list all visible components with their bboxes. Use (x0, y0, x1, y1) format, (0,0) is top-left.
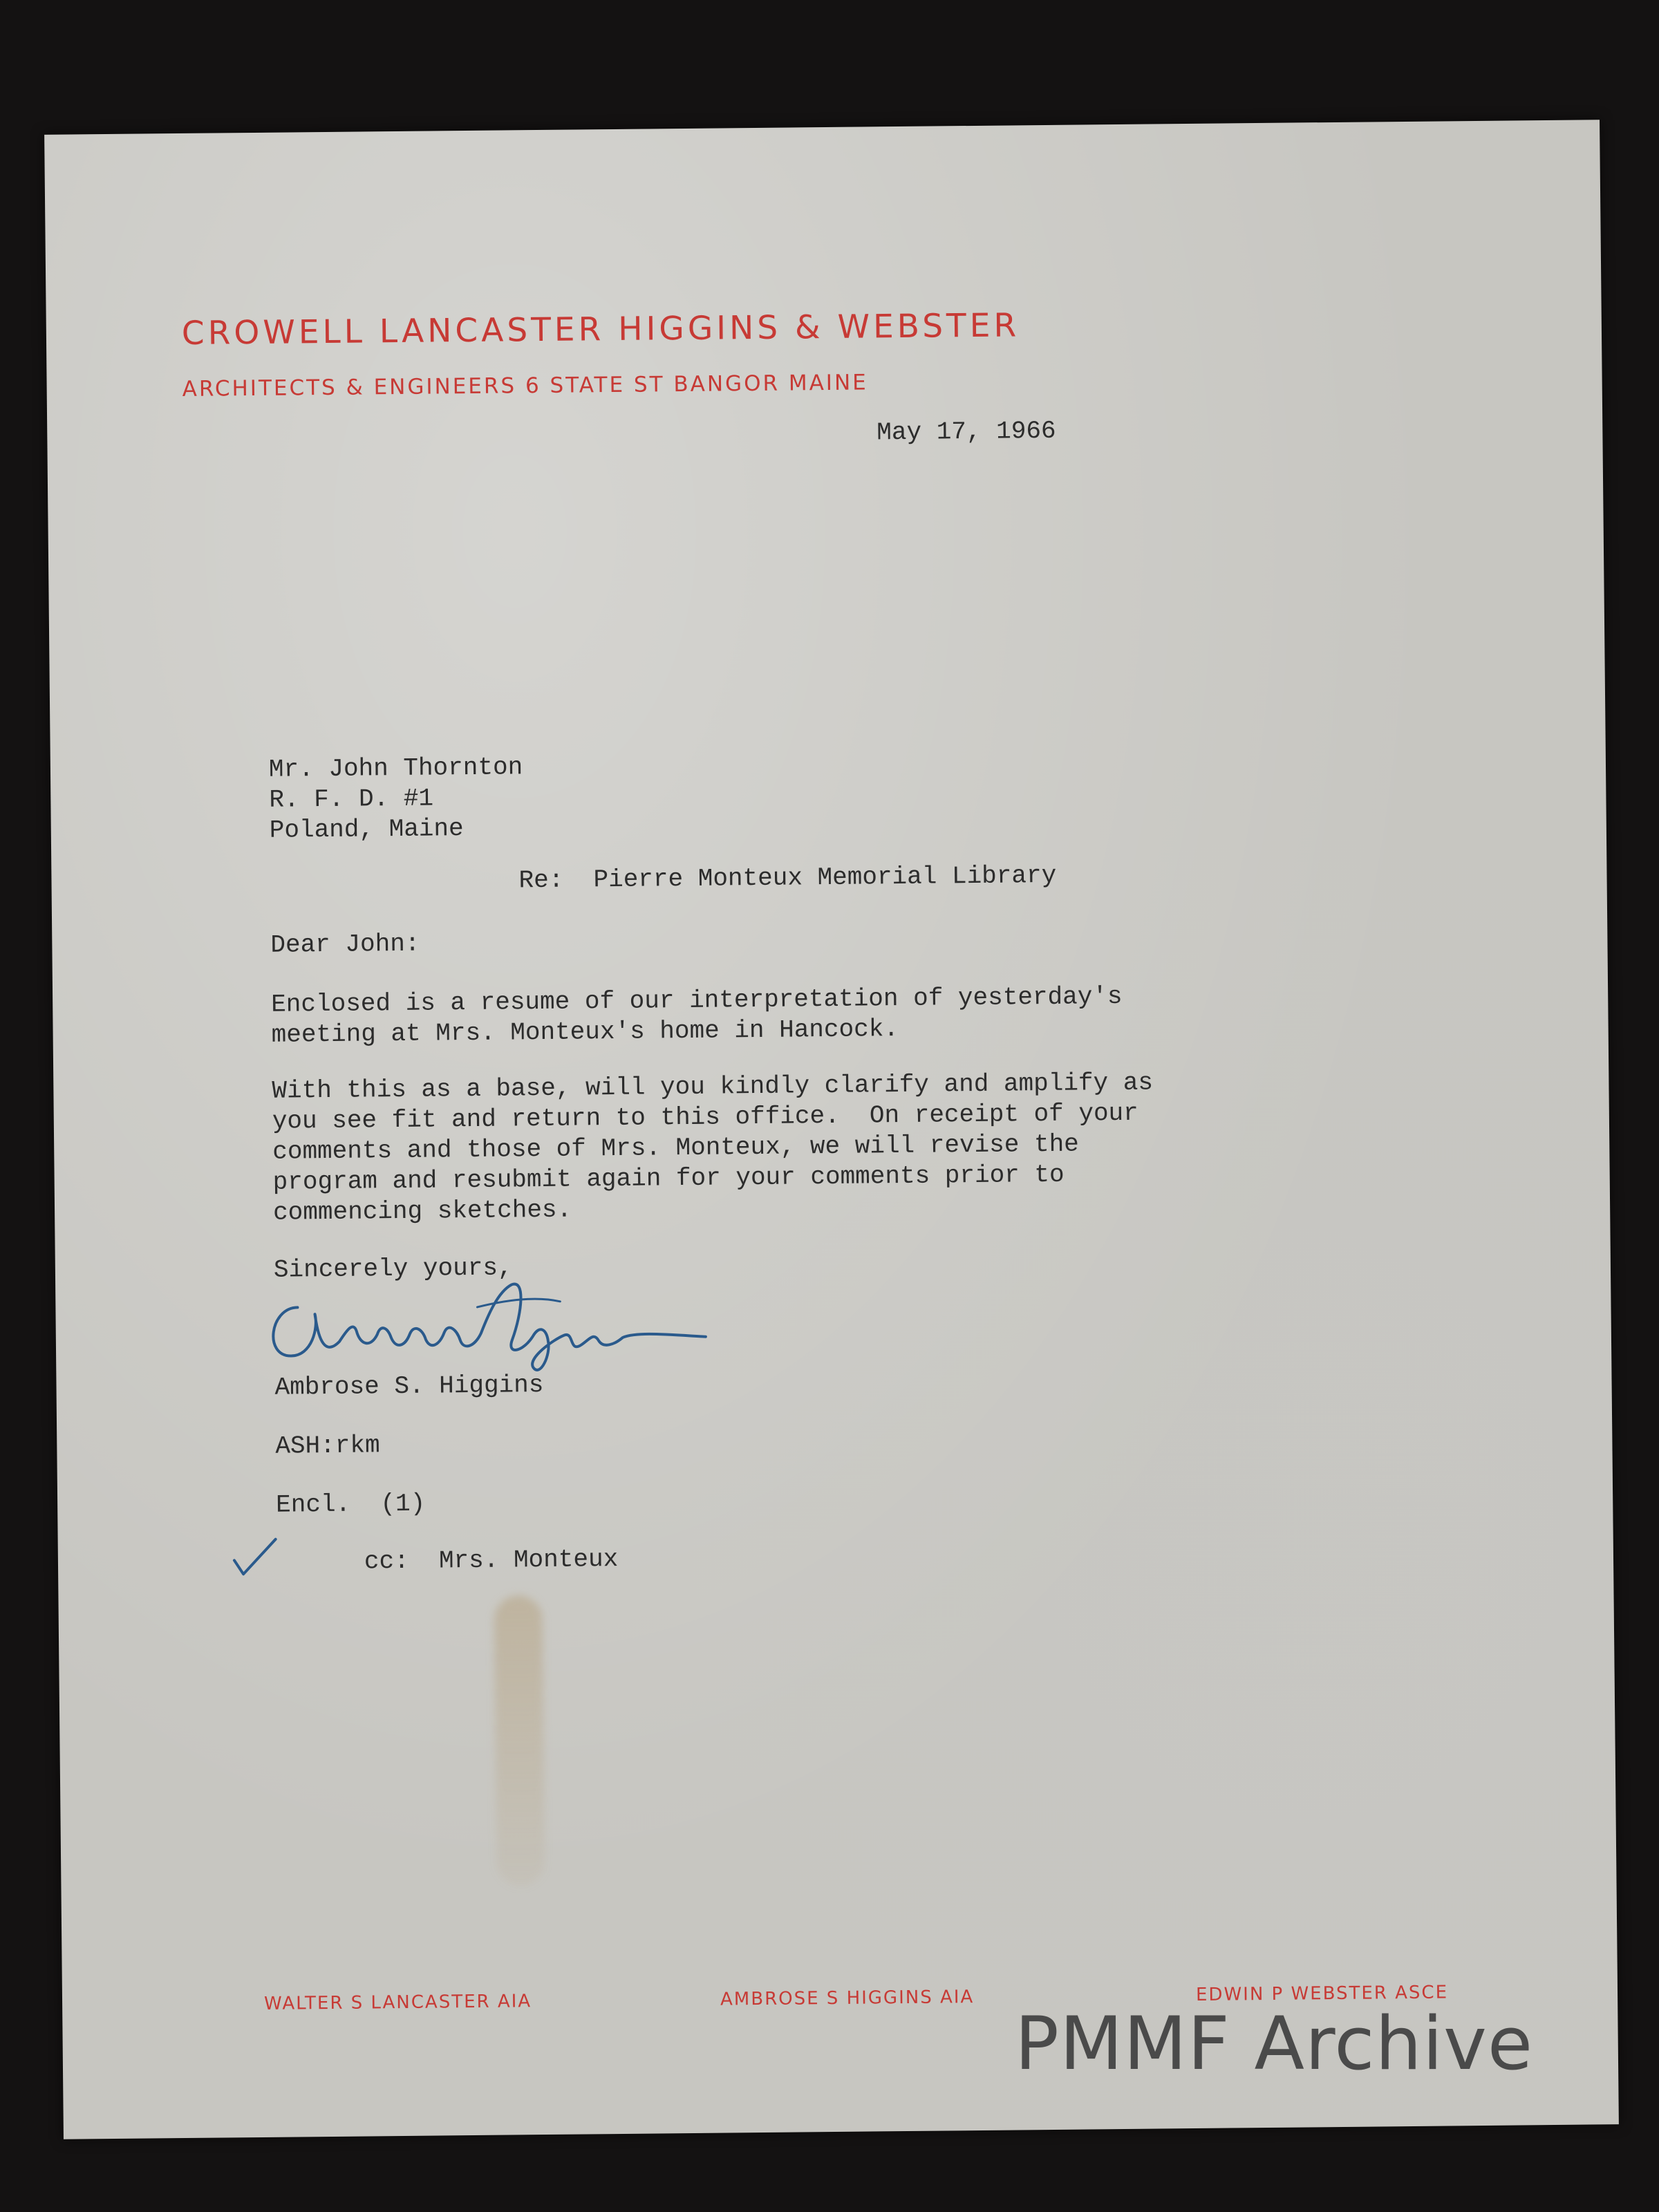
enclosure-note: Encl. (1) (275, 1489, 426, 1519)
archive-watermark: PMMF Archive (1015, 2001, 1534, 2086)
recipient-route: R. F. D. #1 (269, 784, 434, 814)
salutation: Dear John: (270, 929, 420, 959)
recipient-name: Mr. John Thornton (268, 753, 523, 784)
paper-stain (494, 1595, 545, 1886)
body-paragraph-1: Enclosed is a resume of our interpretation of yesterday's meeting at Mrs. Monteux's home in Hancock. (271, 982, 1123, 1049)
checkmark-icon (231, 1536, 280, 1578)
handwritten-signature (249, 1262, 734, 1384)
letterhead-address: ARCHITECTS & ENGINEERS 6 STATE ST BANGOR MAINE (182, 370, 868, 402)
reference-initials: ASH:rkm (275, 1431, 380, 1461)
body-paragraph-2: With this as a base, will you kindly clarify and amplify as you see fit and return to this office. On receipt of your comments and those of Mrs. Monteux, we will revise the program and resubmit again for your comments prior to commencing sketches. (272, 1068, 1154, 1227)
re-line: Re: Pierre Monteux Memorial Library (518, 861, 1057, 895)
footer-partner-3: EDWIN P WEBSTER ASCE (1195, 1982, 1449, 2005)
closing: Sincerely yours, (273, 1253, 513, 1284)
letter-paper (44, 120, 1619, 2139)
recipient-address (269, 752, 524, 846)
footer-partner-2: AMBROSE S HIGGINS AIA (720, 1987, 975, 2010)
recipient-city: Poland, Maine (269, 814, 464, 845)
letter-date: May 17, 1966 (877, 416, 1056, 447)
cc-line: cc: Mrs. Monteux (364, 1544, 619, 1576)
signer-name: Ambrose S. Higgins (274, 1371, 544, 1402)
letterhead-firm-name: CROWELL LANCASTER HIGGINS & WEBSTER (181, 306, 1020, 353)
footer-partner-1: WALTER S LANCASTER AIA (263, 1991, 532, 2014)
